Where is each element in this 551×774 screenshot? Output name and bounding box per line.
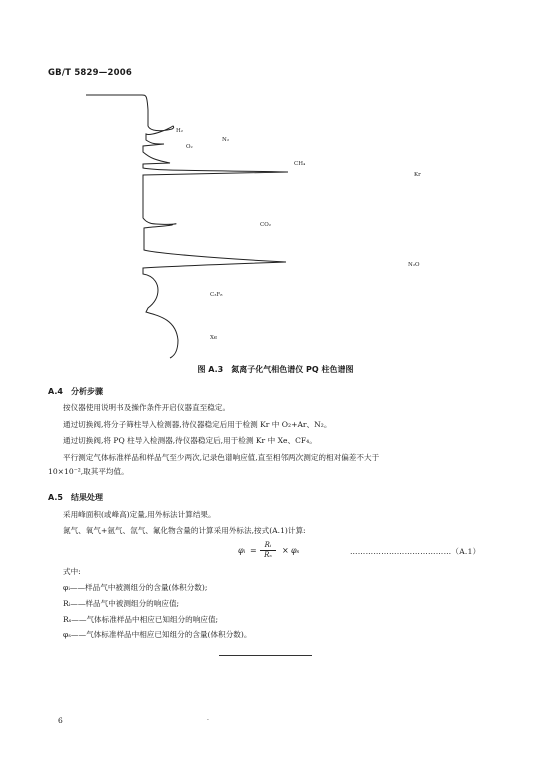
peak-label-kr: Kr — [414, 172, 421, 178]
paragraph-line: 通过切换阀,将分子筛柱导入检测器,待仪器稳定后用于检测 Kr 中 O₂+Ar、N₂。 — [63, 420, 332, 429]
footer-mark: . — [207, 715, 209, 722]
chromatogram-figure — [80, 90, 440, 360]
paragraph-line: 通过切换阀,将 PQ 柱导入检测器,待仪器稳定后,用于检测 Kr 中 Xe、CF₄。 — [63, 436, 317, 445]
peak-label-o2: O₂ — [186, 144, 193, 150]
where-intro: 式中: — [63, 567, 81, 576]
paragraph-line: 氮气、氧气+氩气、氙气、氟化物含量的计算采用外标法,按式(A.1)计算: — [63, 526, 306, 535]
peak-label-xe: Xe — [210, 335, 218, 341]
section-heading-a5: A.5 结果处理 — [48, 493, 103, 502]
peak-label-h2: H₂ — [176, 128, 184, 134]
chromatogram-trace — [86, 95, 288, 358]
formula-numerator: Rᵢ — [264, 541, 272, 549]
where-item: φₛ——气体标准样品中相应已知组分的含量(体积分数)。 — [63, 630, 252, 639]
figure-caption: 图 A.3 氮离子化气相色谱仪 PQ 柱色谱图 — [197, 365, 354, 374]
formula-times: × — [282, 546, 289, 555]
formula-fraction — [258, 541, 278, 560]
standard-code: GB/T 5829—2006 — [48, 68, 132, 78]
section-heading-a4: A.4 分析步骤 — [48, 387, 103, 396]
paragraph-line: 平行测定气体标准样品和样品气至少两次,记录色谱响应值,直至相邻两次测定的相对偏差不大于 — [63, 453, 380, 462]
formula-denominator: Rₛ — [264, 551, 272, 559]
formula-a1 — [0, 541, 551, 561]
peak-label-co2: CO₂ — [260, 222, 271, 228]
where-item: Rₛ——气体标准样品中相应已知组分的响应值; — [63, 615, 219, 624]
where-item: Rᵢ——样品气中被测组分的响应值; — [63, 599, 180, 608]
end-rule — [219, 655, 312, 656]
paragraph-line: 10×10⁻²,取其平均值。 — [48, 467, 129, 476]
formula-lhs: φᵢ — [238, 546, 246, 555]
peak-label-c3f8: C₃F₈ — [210, 292, 223, 298]
formula-number: …………………………………（A.1） — [350, 547, 481, 556]
paragraph-line: 采用峰面积(或峰高)定量,用外标法计算结果。 — [63, 510, 216, 519]
page-number: 6 — [58, 716, 63, 725]
formula-rhs: φₛ — [291, 546, 300, 555]
peak-label-ch4: CH₄ — [294, 161, 306, 167]
paragraph-line: 按仪器使用说明书及操作条件开启仪器直至稳定。 — [63, 403, 231, 412]
peak-label-n2o: N₂O — [408, 262, 420, 268]
formula-equals: = — [250, 546, 257, 555]
peak-label-n2: N₂ — [222, 137, 230, 143]
where-item: φᵢ——样品气中被测组分的含量(体积分数); — [63, 583, 208, 592]
